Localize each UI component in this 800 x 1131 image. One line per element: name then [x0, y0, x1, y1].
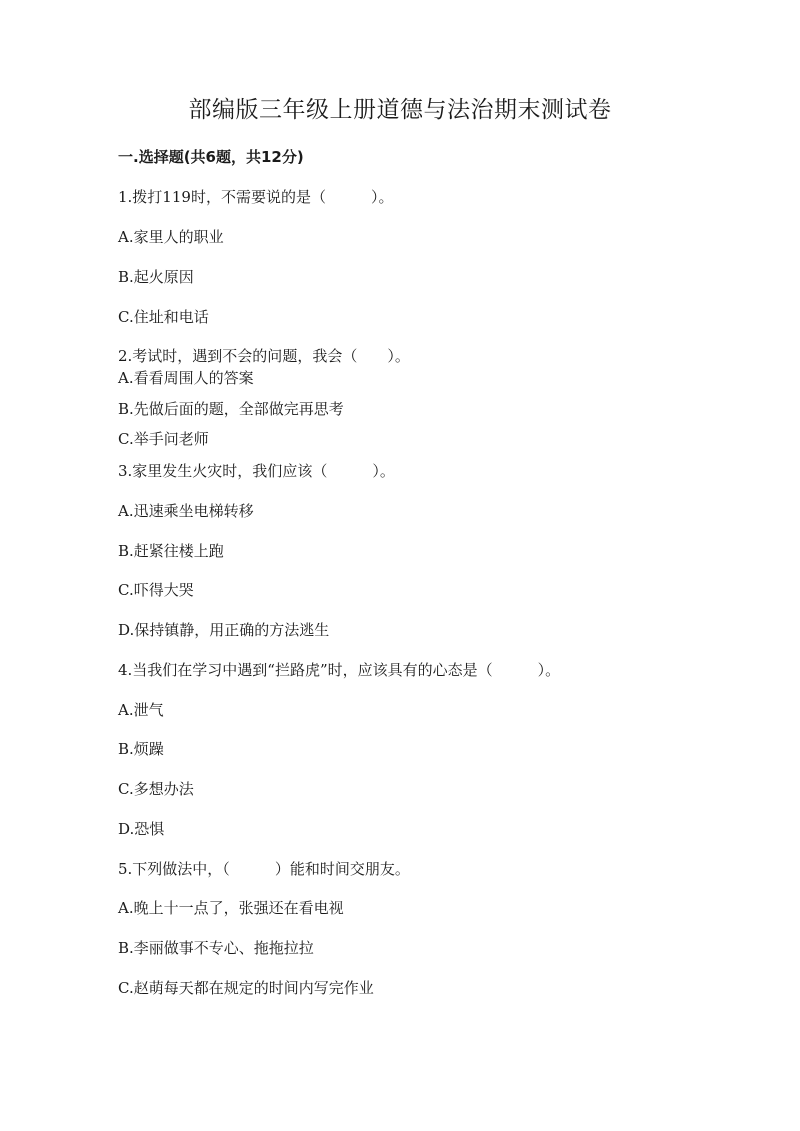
question-stem: 2.考试时，遇到不会的问题，我会（ ）。 [118, 347, 410, 365]
section-heading: 一.选择题(共6题，共12分) [118, 148, 304, 166]
answer-option: C.多想办法 [118, 780, 194, 798]
question-stem: 3.家里发生火灾时，我们应该（ ）。 [118, 462, 395, 480]
answer-option: C.住址和电话 [118, 308, 209, 326]
answer-option: A.迅速乘坐电梯转移 [118, 502, 254, 520]
answer-option: C.赵萌每天都在规定的时间内写完作业 [118, 979, 374, 997]
answer-option: A.晚上十一点了，张强还在看电视 [118, 899, 344, 917]
answer-option: A.看看周围人的答案 [118, 369, 254, 387]
answer-option: A.泄气 [118, 701, 164, 719]
answer-option: C.吓得大哭 [118, 581, 194, 599]
answer-option: B.起火原因 [118, 268, 194, 286]
question-stem: 5.下列做法中，（ ）能和时间交朋友。 [118, 860, 410, 878]
answer-option: B.烦躁 [118, 740, 164, 758]
answer-option: C.举手问老师 [118, 430, 209, 448]
answer-option: D.保持镇静，用正确的方法逃生 [118, 621, 330, 639]
answer-option: B.先做后面的题，全部做完再思考 [118, 400, 344, 418]
question-stem: 1.拨打119时，不需要说的是（ ）。 [118, 188, 394, 206]
page-title: 部编版三年级上册道德与法治期末测试卷 [188, 97, 612, 123]
answer-option: D.恐惧 [118, 820, 165, 838]
answer-option: B.赶紧往楼上跑 [118, 542, 224, 560]
question-stem: 4.当我们在学习中遇到“拦路虎”时，应该具有的心态是（ ）。 [118, 661, 561, 679]
answer-option: A.家里人的职业 [118, 228, 224, 246]
answer-option: B.李丽做事不专心、拖拖拉拉 [118, 939, 314, 957]
